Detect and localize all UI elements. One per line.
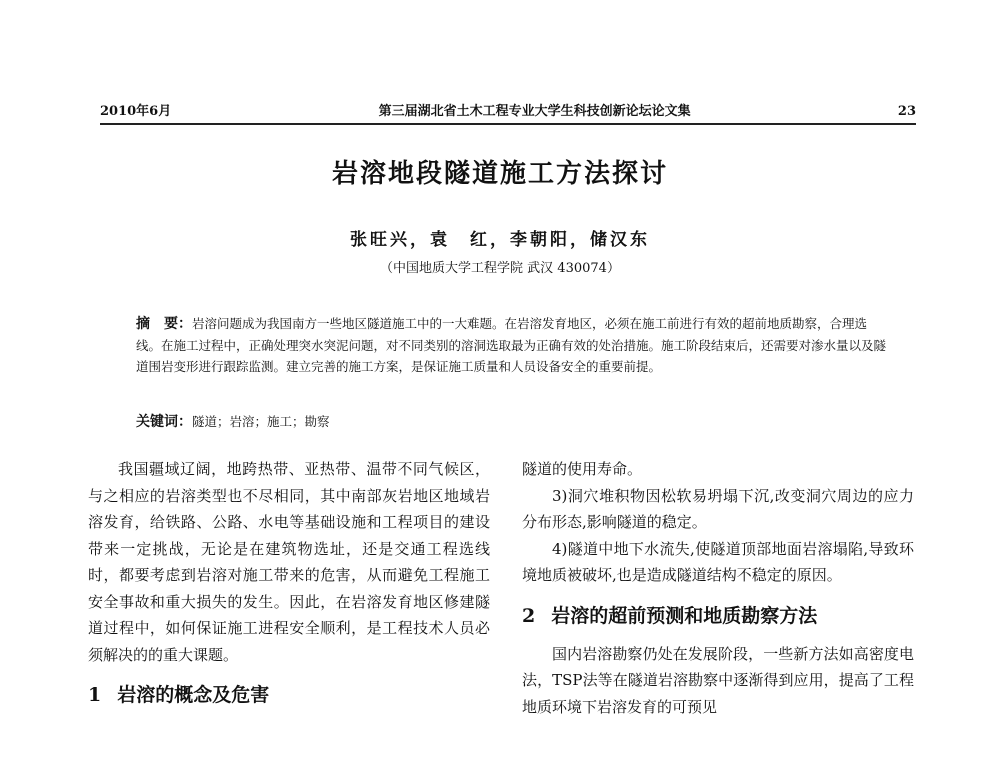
running-header xyxy=(100,100,916,125)
paper-title: 岩溶地段隧道施工方法探讨 xyxy=(331,159,668,189)
header-proceedings-title: 第三届湖北省土木工程专业大学生科技创新论坛论文集 xyxy=(378,104,691,119)
abstract-label: 摘 要： xyxy=(136,316,192,332)
intro-paragraph: 我国疆域辽阔，地跨热带、亚热带、温带不同气候区，与之相应的岩溶类型也不尽相同，其中南部灰岩地区地域岩溶发育，给铁路、公路、水电等基础设施和工程项目的建设带来一定挑战，无论是在建筑物选址，还是交通工程选线时，都要考虑到岩溶对施工带来的危害，从而避免工程施工安全事故和重大损失的发生。因此，在岩溶发育地区修建隧道过程中，如何保证施工进程安全顺利，是工程技术人员必须解决的的重大课题。 xyxy=(88,460,490,664)
section-2-title: 岩溶的超前预测和地质勘察方法 xyxy=(551,604,818,627)
keywords xyxy=(136,411,330,431)
keywords-text: 隧道；岩溶；施工；勘察 xyxy=(192,414,330,429)
page-number: 23 xyxy=(897,104,916,119)
authors: 张旺兴，袁 红，李朝阳，储汉东 xyxy=(350,230,650,250)
section-2-number: 2 xyxy=(522,604,536,627)
keywords-label: 关键词： xyxy=(136,414,192,430)
section-1-number: 1 xyxy=(88,684,102,706)
header-date: 2010年6月 xyxy=(100,104,172,119)
right-column xyxy=(522,456,914,720)
paragraph-continued: 隧道的使用寿命。 xyxy=(522,460,643,478)
abstract-text: 岩溶问题成为我国南方一些地区隧道施工中的一大难题。在岩溶发育地区，必须在施工前进行有效的超前地质勘察，合理选线。在施工过程中，正确处理突水突泥问题，对不同类别的溶洞选取最为正确有效的处治措施。施工阶段结束后，还需要对渗水量以及隧道围岩变形进行跟踪监测。建立完善的施工方案，是保证施工质量和人员设备安全的重要前提。 xyxy=(136,316,887,374)
left-column xyxy=(88,456,490,720)
section-2-heading xyxy=(522,603,914,629)
abstract xyxy=(136,313,888,377)
section-1-title: 岩溶的概念及危害 xyxy=(117,684,270,706)
paragraph-item-4: 4)隧道中地下水流失,使隧道顶部地面岩溶塌陷,导致环境地质被破坏,也是造成隧道结构不稳定的原因。 xyxy=(522,539,914,584)
paragraph-item-3: 3)洞穴堆积物因松软易坍塌下沉,改变洞穴周边的应力分布形态,影响隧道的稳定。 xyxy=(522,486,914,531)
section-1-heading xyxy=(88,682,490,708)
section-2-paragraph: 国内岩溶勘察仍处在发展阶段，一些新方法如高密度电法，TSP法等在隧道岩溶勘察中逐渐得到应用，提高了工程地质环境下岩溶发育的可预见 xyxy=(522,644,914,716)
affiliation: （中国地质大学工程学院 武汉 430074） xyxy=(380,261,620,276)
